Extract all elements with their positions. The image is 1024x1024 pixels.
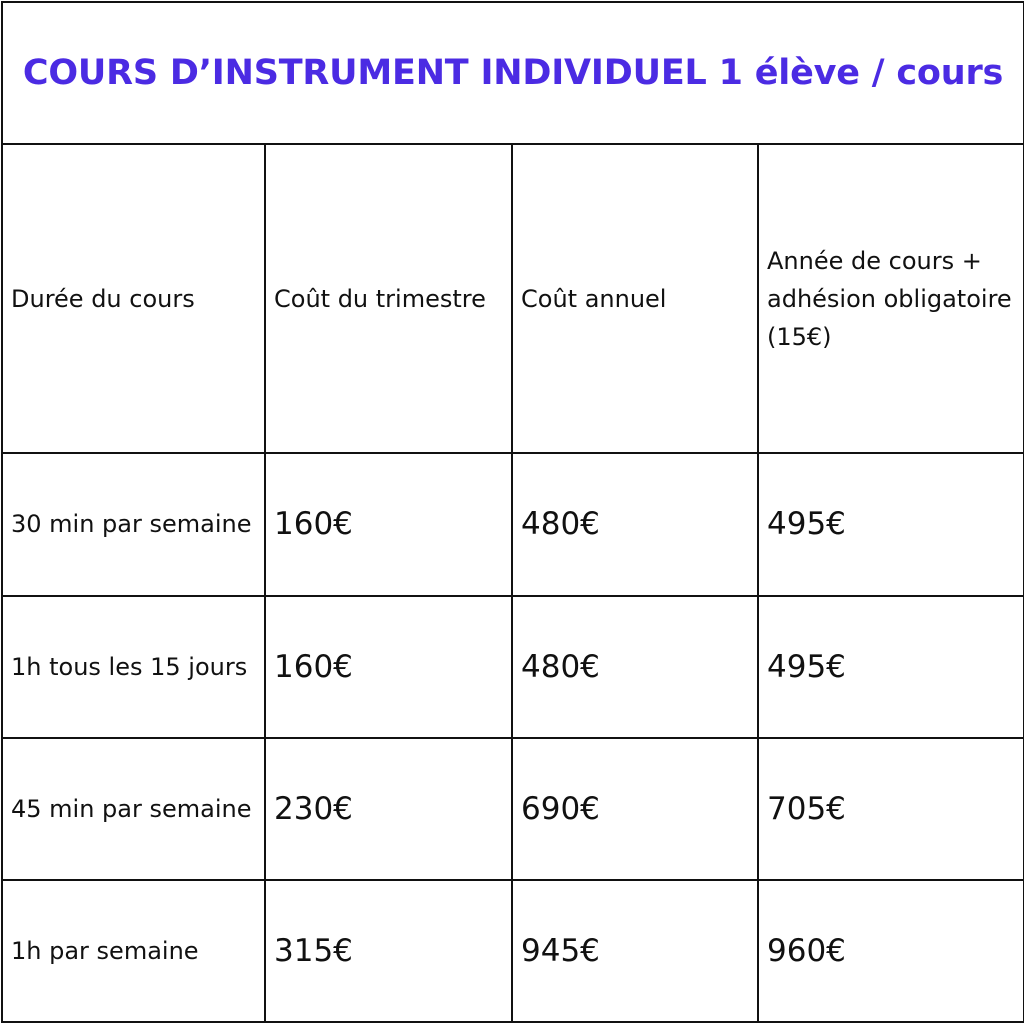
year-total-cell: 705€: [758, 738, 1024, 880]
duration-cell: 1h par semaine: [2, 880, 265, 1022]
header-row: [2, 144, 1024, 453]
header-duration: Durée du cours: [2, 144, 265, 453]
table-row: [2, 453, 1024, 595]
year-total-cell: 495€: [758, 596, 1024, 738]
table-row: [2, 880, 1024, 1022]
quarter-cost-cell: 315€: [265, 880, 512, 1022]
annual-cost-cell: 480€: [512, 453, 758, 595]
title-cell: [2, 2, 1024, 144]
table-row: [2, 596, 1024, 738]
duration-cell: 1h tous les 15 jours: [2, 596, 265, 738]
duration-cell: 45 min par semaine: [2, 738, 265, 880]
quarter-cost-cell: 230€: [265, 738, 512, 880]
quarter-cost-cell: 160€: [265, 596, 512, 738]
year-total-cell: 960€: [758, 880, 1024, 1022]
header-year-with-membership: Année de cours + adhésion obligatoire (15€): [758, 144, 1024, 453]
title-row: [2, 2, 1024, 144]
table-row: [2, 738, 1024, 880]
quarter-cost-cell: 160€: [265, 453, 512, 595]
header-annual-cost: Coût annuel: [512, 144, 758, 453]
header-quarter-cost: Coût du trimestre: [265, 144, 512, 453]
annual-cost-cell: 945€: [512, 880, 758, 1022]
duration-cell: 30 min par semaine: [2, 453, 265, 595]
price-table: [1, 1, 1024, 1023]
year-total-cell: 495€: [758, 453, 1024, 595]
annual-cost-cell: 480€: [512, 596, 758, 738]
page-title: COURS D’INSTRUMENT INDIVIDUEL 1 élève / cours: [22, 53, 1004, 94]
annual-cost-cell: 690€: [512, 738, 758, 880]
